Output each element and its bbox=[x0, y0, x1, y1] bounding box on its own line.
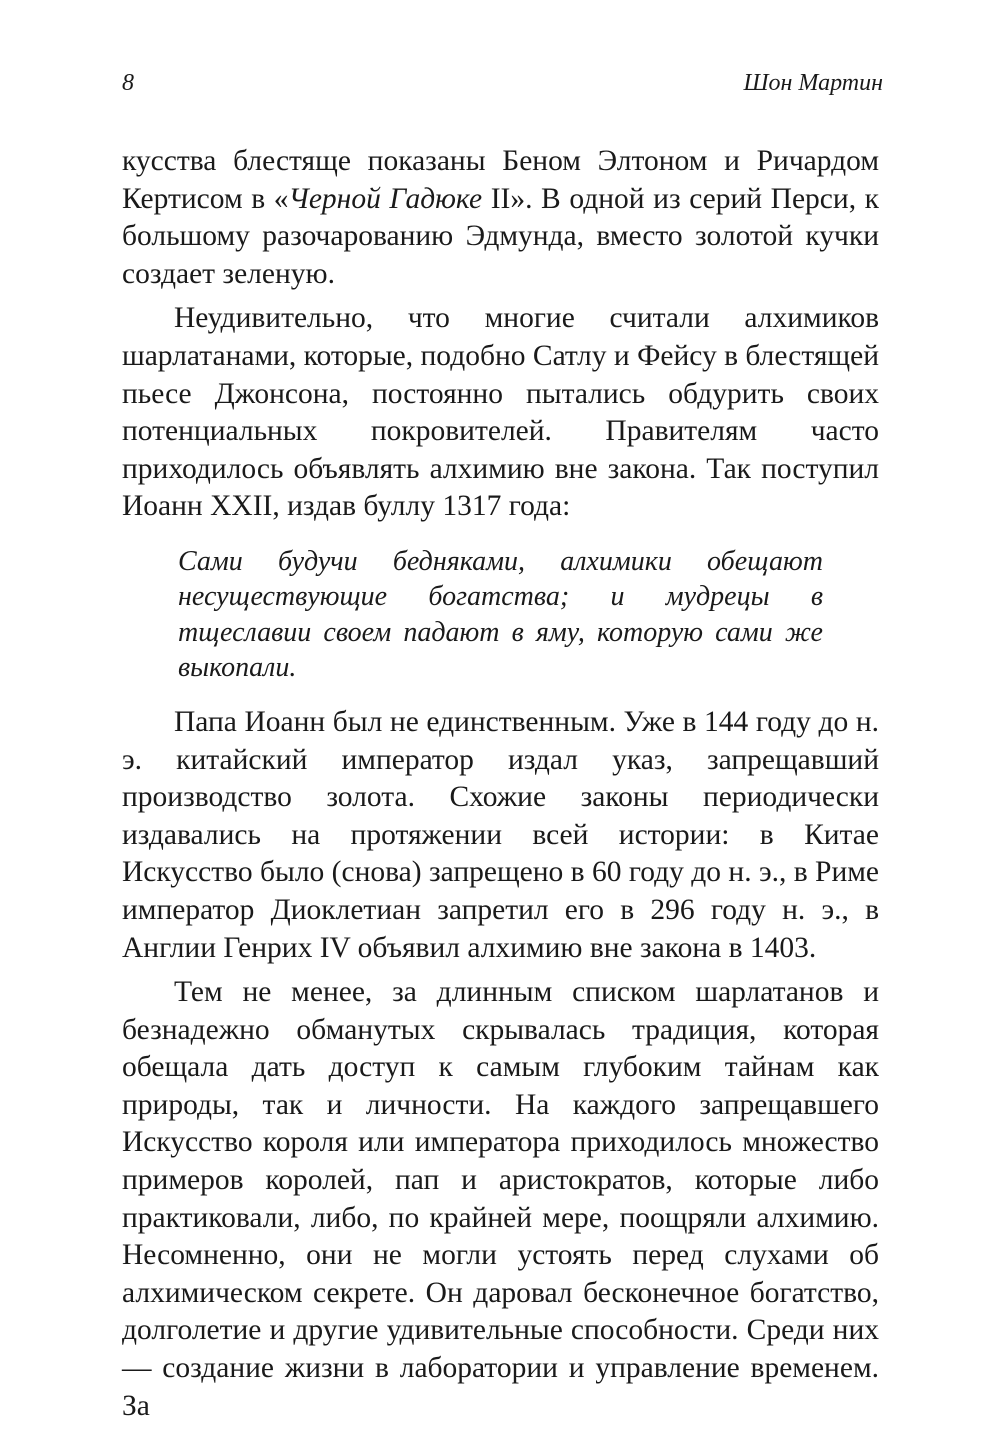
paragraph: Неудивительно, что многие считали алхимиков шарлатанами, которые, подобно Сатлу и Фейсу в блестящей пьесе Джонсона, постоянно пытались обдурить своих потенциальных покровителей. Правителям часто приходилось объявлять алхимию вне закона. Так поступил Иоанн XXII, издав буллу 1317 года: bbox=[122, 302, 879, 523]
running-head bbox=[122, 68, 883, 98]
paragraph-continued bbox=[122, 143, 879, 293]
paragraph: Папа Иоанн был не единственным. Уже в 144 году до н. э. китайский император издал указ, запрещавший производство золота. Схожие законы периодически издавались на протяжении всей истории: в Китае Искусство было (снова) запрещено в 60 году до н. э., в Риме император Диоклетиан запретил его в 296 году н. э., в Англии Генрих IV объявил алхимию вне закона в 1403. bbox=[122, 705, 879, 964]
paragraph: Тем не менее, за длинным списком шарлатанов и безнадежно обманутых скрывалась традиция, которая обещала дать доступ к самым глубоким тайнам как природы, так и личности. На каждого запрещавшего Искусство короля или императора приходилось множество примеров королей, пап и аристократов, которые либо практиковали, либо, по крайней мере, поощряли алхимию. Несомненно, они не могли устоять перед слухами об алхимическом секрете. Он даровал бесконечное богатство, долголетие и другие удивительные способности. Среди них — создание жизни в лаборатории и управление временем. За bbox=[122, 976, 879, 1422]
paragraph-text: II». В одной из серий Перси, к большому разочарованию Эдмунда, вместо золотой кучки создает зеленую. bbox=[122, 182, 879, 290]
page-number: 8 bbox=[122, 70, 134, 96]
paragraph-text: кусства блестяще показаны Беном Элтоном и Ричардом Кертисом в « bbox=[122, 145, 879, 215]
block-quote: Сами будучи бедняками, алхимики обещают несуществующие богатства; и мудрецы в тщеславии своем падают в яму, которую сами же выкопали. bbox=[178, 545, 823, 684]
italic-title: Черной Гадюке bbox=[288, 182, 483, 215]
running-title: Шон Мартин bbox=[743, 70, 883, 96]
body-text bbox=[122, 143, 879, 1432]
